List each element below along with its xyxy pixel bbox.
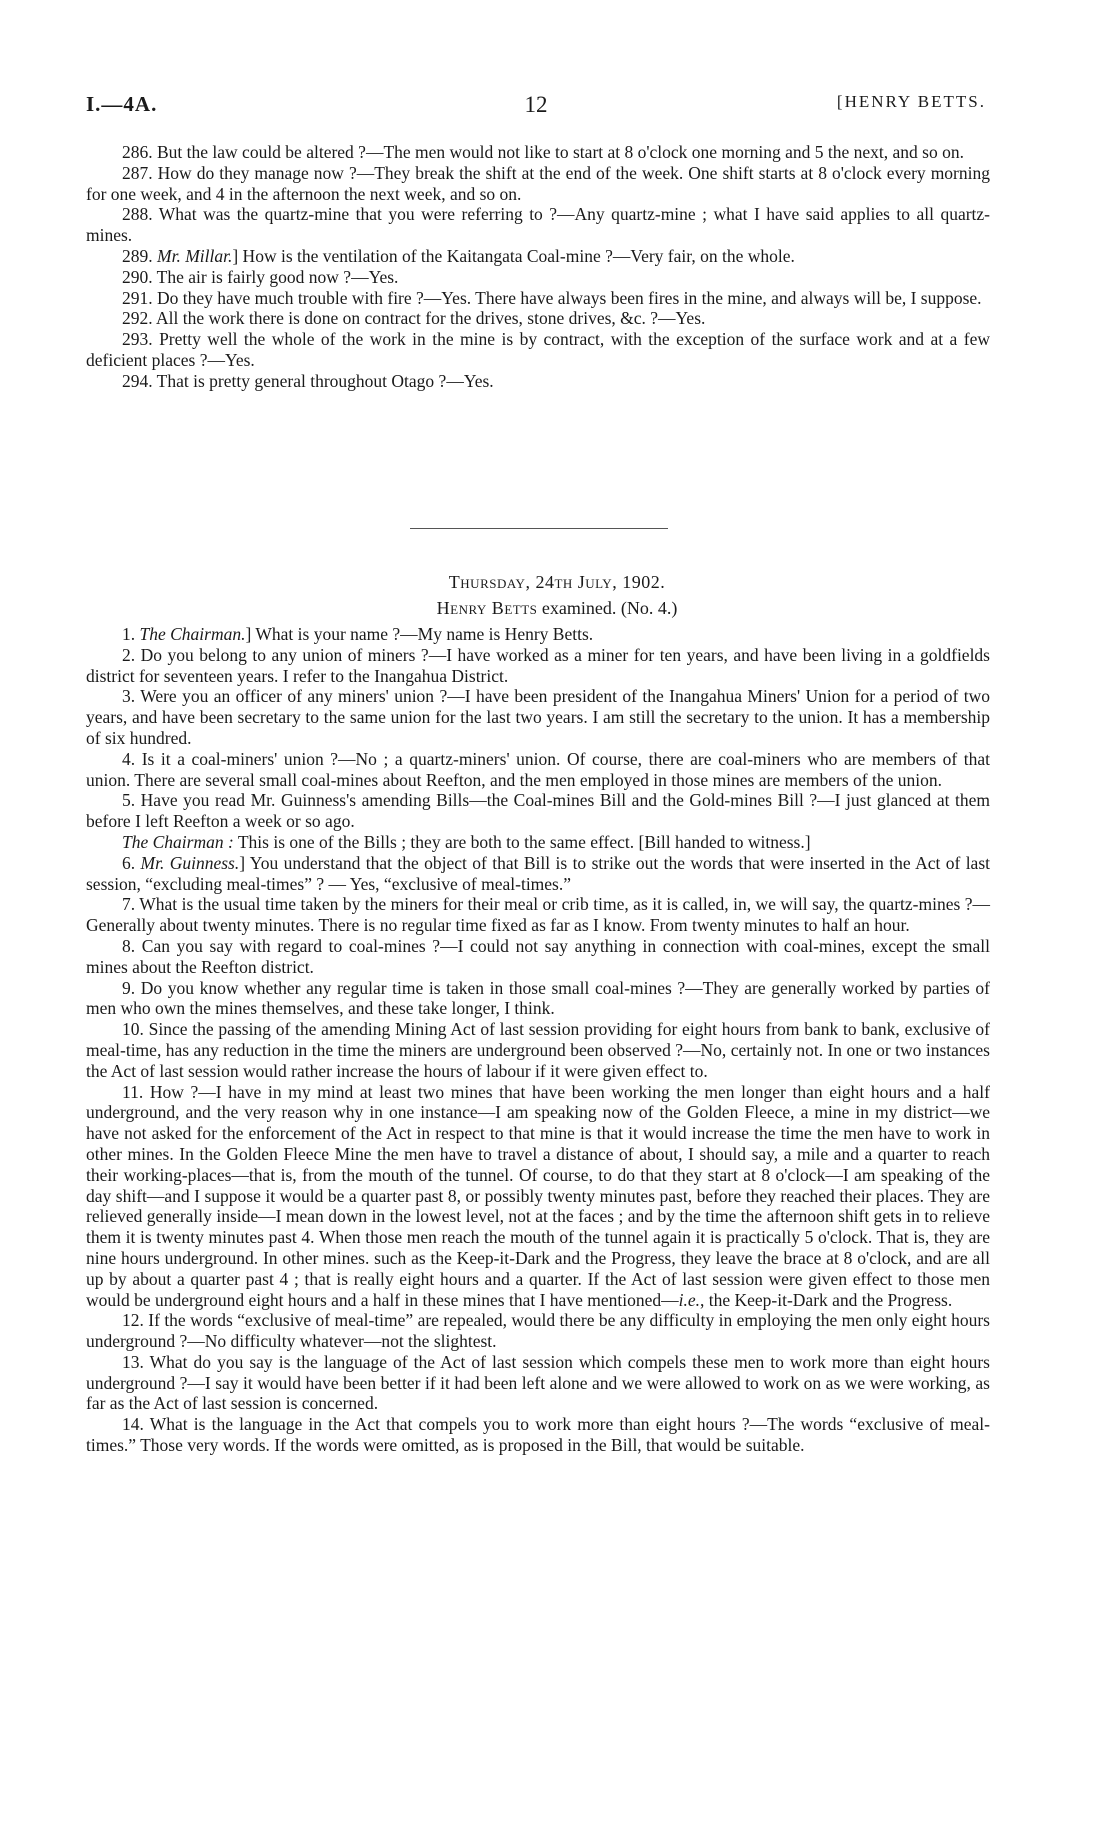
evidence-paragraph-q9 xyxy=(86,978,990,1020)
paragraph-text: 12. If the words “exclusive of meal-time” are repealed, would there be any difficulty in employing the men only eight hours underground ?—No difficulty whatever—not the slightest. xyxy=(86,1310,990,1352)
evidence-paragraph-q292 xyxy=(86,308,990,329)
paragraph-text: 294. That is pretty general throughout Otago ?—Yes. xyxy=(122,370,494,391)
evidence-paragraph-q3 xyxy=(86,686,990,748)
witness-running-head: [HENRY BETTS. xyxy=(836,92,986,111)
speaker-name: The Chairman. xyxy=(139,624,246,644)
evidence-paragraph-q6 xyxy=(86,853,990,895)
speaker-name: Mr. Guinness. xyxy=(140,852,240,873)
evidence-paragraph-q291 xyxy=(86,288,990,309)
witness-heading xyxy=(0,598,1114,619)
evidence-paragraph-q5 xyxy=(86,790,990,832)
paper-reference: I.—4A. xyxy=(86,92,158,116)
paragraph-text: 1. xyxy=(122,624,140,644)
evidence-paragraph-q2 xyxy=(86,645,990,687)
paragraph-text: 7. What is the usual time taken by the miners for their meal or crib time, as it is called, in, we will say, the quartz-mines ?—Generally about twenty minutes. There is no regular time fixed as far as I know. From twenty minutes to half an hour. xyxy=(86,894,990,936)
paragraph-text-continued: This is one of the Bills ; they are both to the same effect. [Bill handed to witness.] xyxy=(233,831,811,852)
section-divider xyxy=(410,528,668,529)
evidence-paragraph-q290 xyxy=(86,267,990,288)
paragraph-text: 287. How do they manage now ?—They break the shift at the end of the week. One shift starts at 8 o'clock every morning for one week, and 4 in the afternoon the next week, and so on. xyxy=(86,162,990,204)
speaker-name: The Chairman : xyxy=(122,831,234,852)
paragraph-text: 290. The air is fairly good now ?—Yes. xyxy=(122,266,399,287)
evidence-paragraph-q12 xyxy=(86,1310,990,1352)
evidence-paragraph-q11 xyxy=(86,1082,990,1311)
paragraph-text: 6. xyxy=(122,852,141,873)
evidence-block-henry-betts xyxy=(86,624,990,1456)
paragraph-text: 13. What do you say is the language of the Act of last session which compels these men to work more than eight hours underground ?—I say it would have been better if it had been left alone and we were allowed to work on as we were working, as far as the Act of last session is concerned. xyxy=(86,1351,990,1414)
evidence-paragraph-q289 xyxy=(86,246,990,267)
evidence-block-continued xyxy=(86,142,990,392)
paragraph-text: 2. Do you belong to any union of miners ?—I have worked as a miner for ten years, and have been living in a goldfields district for seventeen years. I refer to the Inangahua District. xyxy=(86,644,990,686)
paragraph-text: 292. All the work there is done on contract for the drives, stone drives, &c. ?—Yes. xyxy=(122,308,706,329)
evidence-paragraph-q294 xyxy=(86,371,990,392)
speaker-name: Mr. Millar. xyxy=(157,245,233,266)
evidence-paragraph-q288 xyxy=(86,204,990,246)
paragraph-text-continued: ] What is your name ?—My name is Henry Betts. xyxy=(245,624,594,644)
evidence-paragraph-q10 xyxy=(86,1019,990,1081)
paragraph-text: 8. Can you say with regard to coal-mines ?—I could not say anything in connection with coal-mines, except the small mines about the Reefton district. xyxy=(86,935,990,977)
paragraph-text: 11. How ?—I have in my mind at least two mines that have been working the men longer than eight hours and a half underground, and the very reason why in one instance—I am speaking now of the Golden Fleece, a mine in my district—we have not asked for the enforcement of the Act in respect to that mine is that it would increase the time the men have to work in other mines. In the Golden Fleece Mine the men have to travel a distance of about, I should say, a mile and a quarter to reach their working-places—that is, from the mouth of the tunnel. Of course, to do that they start at 8 o'clock—I am speaking of the day shift—and I suppose it would be a quarter past 8, or possibly twenty minutes past, before they reached their places. They are relieved generally inside—I mean down in the lowest level, not at the faces ; and by the time the afternoon shift gets in to relieve them it is twenty minutes past 4. When those men reach the mouth of the tunnel again it is practically 5 o'clock. That is, they are nine hours underground. In other mines. such as the Keep-it-Dark and the Progress, they leave the brace at 8 o'clock, and are all up by about a quarter past 4 ; that is really eight hours and a quarter. If the Act of last session were given effect to those men would be underground eight hours and a half in these mines that I have mentioned— xyxy=(86,1081,990,1310)
paragraph-text-continued: ] You understand that the object of that Bill is to strike out the words that were inserted in the Act of last session, “excluding meal-times” ? — Yes, “exclusive of meal-times.” xyxy=(86,852,990,894)
page-header xyxy=(86,92,986,122)
evidence-paragraph-q4 xyxy=(86,749,990,791)
paragraph-text: 289. xyxy=(122,245,157,266)
paragraph-text: 4. Is it a coal-miners' union ?—No ; a quartz-miners' union. Of course, there are coal-miners who are members of that union. There are several small coal-mines about Reefton, and the men employed in those mines are members of the union. xyxy=(86,748,990,790)
evidence-paragraph-q1 xyxy=(86,624,990,645)
paragraph-text: 14. What is the language in the Act that compels you to work more than eight hours ?—The words “exclusive of meal-times.” Those very words. If the words were omitted, as is proposed in the Bill, that would be suitable. xyxy=(86,1414,990,1456)
paragraph-text: 5. Have you read Mr. Guinness's amending Bills—the Coal-mines Bill and the Gold-mines Bill ?—I just glanced at them before I left Reefton a week or so ago. xyxy=(86,790,990,832)
paragraph-text: 286. But the law could be altered ?—The men would not like to start at 8 o'clock one morning and 5 the next, and so on. xyxy=(122,142,964,162)
witness-name: Henry Betts xyxy=(436,598,538,618)
paragraph-text-continued: , the Keep-it-Dark and the Progress. xyxy=(699,1289,953,1310)
session-date: Thursday, 24th July, 1902. xyxy=(448,572,666,592)
paragraph-text-continued: ] How is the ventilation of the Kaitangata Coal-mine ?—Very fair, on the whole. xyxy=(232,245,795,266)
evidence-paragraph-q8 xyxy=(86,936,990,978)
evidence-paragraph-q287 xyxy=(86,163,990,205)
witness-heading-suffix: examined. (No. 4.) xyxy=(537,598,678,618)
paragraph-text: 291. Do they have much trouble with fire ?—Yes. There have always been fires in the mine, and always will be, I suppose. xyxy=(122,287,982,308)
paragraph-text: 293. Pretty well the whole of the work in the mine is by contract, with the exception of the surface work and at a few deficient places ?—Yes. xyxy=(86,329,990,370)
evidence-paragraph-q14 xyxy=(86,1414,990,1456)
evidence-paragraph-q293 xyxy=(86,329,990,371)
paragraph-text: 3. Were you an officer of any miners' union ?—I have been president of the Inangahua Miners' Union for a period of two years, and have been secretary to the same union for the last two years. I am still the secretary to the union. It has a membership of six hundred. xyxy=(86,686,990,748)
page-number: 12 xyxy=(524,92,548,117)
paragraph-text: 288. What was the quartz-mine that you were referring to ?—Any quartz-mine ; what I have said applies to all quartz-mines. xyxy=(86,204,990,246)
evidence-paragraph-q13 xyxy=(86,1352,990,1414)
speaker-name: i.e. xyxy=(678,1289,700,1310)
paragraph-text: 9. Do you know whether any regular time is taken in those small coal-mines ?—They are generally worked by parties of men who own the mines themselves, and these take longer, I think. xyxy=(86,977,990,1019)
evidence-paragraph-q286 xyxy=(86,142,990,163)
evidence-paragraph-chair-note xyxy=(86,832,990,853)
paragraph-text: 10. Since the passing of the amending Mining Act of last session providing for eight hours from bank to bank, exclusive of meal-time, has any reduction in the time the miners are underground been observed ?—No, certainly not. In one or two instances the Act of last session would rather increase the hours of labour if it were given effect to. xyxy=(86,1019,990,1081)
evidence-paragraph-q7 xyxy=(86,894,990,936)
